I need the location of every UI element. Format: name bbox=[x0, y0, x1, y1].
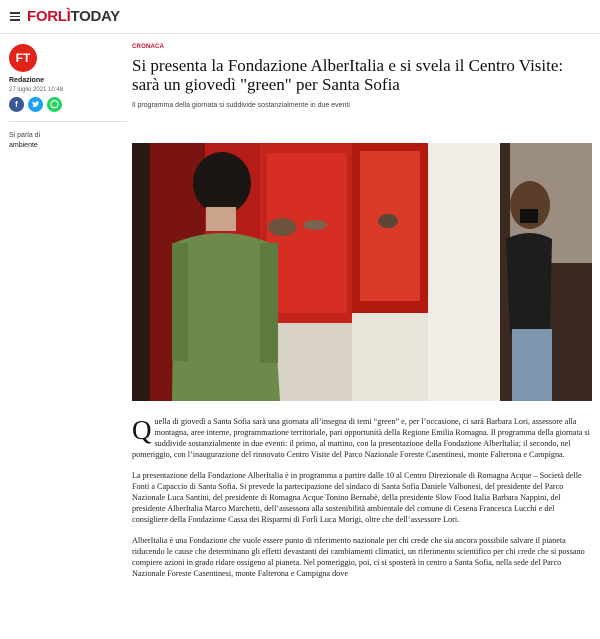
author-avatar[interactable]: FT bbox=[9, 44, 37, 72]
paragraph-2: La presentazione della Fondazione AlberItalia è in programma a partire dalle 10 al Centro Direzionale di Romagna Acque – Società delle Fonti a Capaccio di Santa Sofia. Si prevede la partecipazione del sindaco di Santa Sofia Daniele Valbonesi, del presidente del Parco Nazionale Luca Santini, del presidente di Romagna Acque Tonino Bernabè, della presidente Slow Food Italia Barbara Nappini, del presidente AlberItalia Marco Marchetti, dell’assessora alla sostenibilità ambientale del comune di Cesena Francesca Lucchi e del consigliere della Fondazione Cassa dei Risparmi di Forlì Luca Morigi, oltre che dell’assessore Lori. bbox=[132, 471, 582, 524]
logo-text-today: TODAY bbox=[70, 8, 120, 25]
article-header bbox=[132, 44, 592, 109]
museum-photo bbox=[132, 143, 592, 401]
author-name[interactable]: Redazione bbox=[9, 77, 45, 84]
facebook-icon[interactable]: f bbox=[9, 97, 24, 112]
topics-label: Si parla di bbox=[9, 132, 41, 139]
whatsapp-icon[interactable] bbox=[47, 97, 62, 112]
article-sidebar bbox=[9, 44, 129, 149]
paragraph-3: AlberItalia è una Fondazione che vuole essere punto di riferimento nazionale per chi crede che sia ancora possibile salvare il pianeta riducendo le cause che determinano gli effetti devastanti dei cambiamenti climatici, un riferimento scientifico per chi crede che si possano compiere azioni in grado ridare ossigeno al pianeta. Nel pomeriggio, poi, ci si sposterà in centro a Santa Sofia, nella sede del Parco Nazionale Foreste Casentinesi, monte Falterona e Campigna dove bbox=[132, 536, 585, 578]
article-body bbox=[132, 416, 590, 589]
paragraph-1 bbox=[132, 416, 590, 460]
article-subtitle: Il programma della giornata si suddivide sostanzialmente in due eventi bbox=[132, 102, 350, 109]
logo-text-forli: FORLÌ bbox=[27, 8, 71, 25]
publish-date: 27 luglio 2021 10:48 bbox=[9, 87, 64, 93]
topic-link-ambiente[interactable]: ambiente bbox=[9, 142, 38, 149]
paragraph-1-text: uella di giovedì a Santa Sofia sarà una giornata all’insegna di temi “green” e, per l’occasione, ci sarà Barbara Lori, assessore alla montagna, aree interne, programmazione territoriale, pari opportunità della Regione Emilia Romagna. Il programma della giornata si suddivide sostanzialmente in due eventi: il primo, al mattino, con la presentazione della Fondazione AlberItalia; il secondo, nel pomeriggio, con l’inaugurazione del rinnovato Centro Visite del Parco Nazionale Foreste Casentinesi, monte Falterona e Campigna. bbox=[132, 417, 590, 459]
article-title: Si presenta la Fondazione AlberItalia e si svela il Centro Visite: sarà un giovedì "green" per Santa Sofia bbox=[132, 56, 564, 94]
sidebar-divider bbox=[9, 121, 127, 122]
category-label[interactable]: CRONACA bbox=[132, 44, 165, 50]
site-logo[interactable] bbox=[27, 8, 120, 25]
hamburger-menu-icon[interactable] bbox=[10, 12, 20, 21]
drop-cap: Q bbox=[132, 415, 152, 445]
top-bar bbox=[0, 0, 600, 34]
article-hero-image bbox=[132, 143, 592, 401]
twitter-icon[interactable] bbox=[28, 97, 43, 112]
share-buttons bbox=[9, 97, 129, 112]
